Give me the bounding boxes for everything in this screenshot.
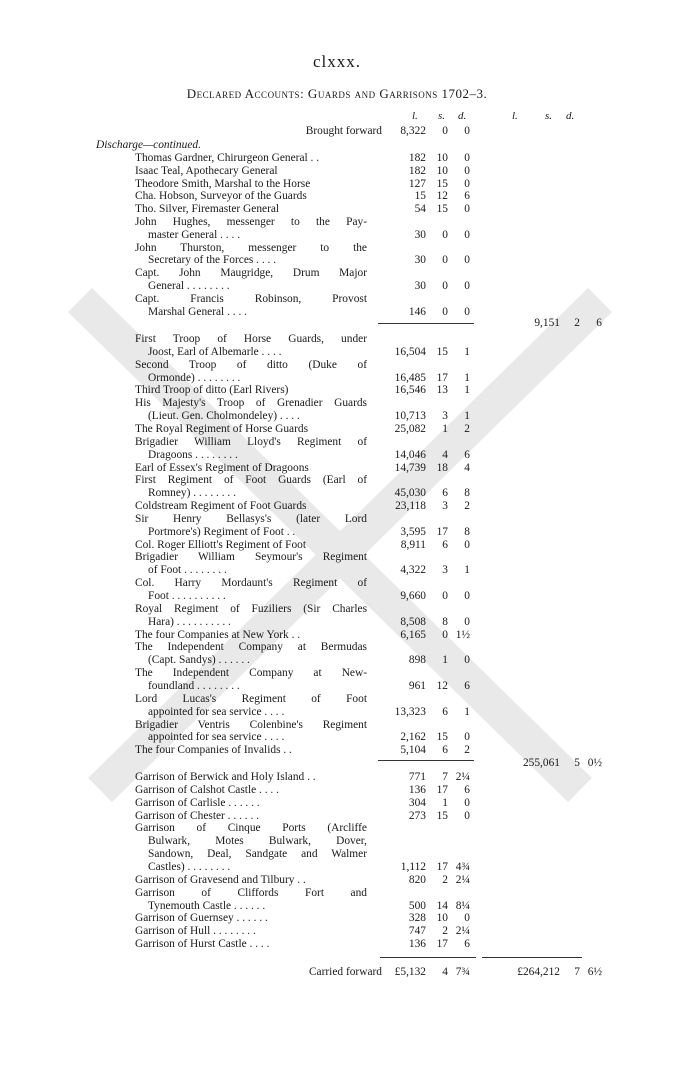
entry-l: 8,508 <box>400 615 426 628</box>
entry-label: Romney) . . . . . . . . <box>148 487 236 500</box>
entry-l: 16,504 <box>394 345 426 358</box>
entry-l: 182 <box>408 164 426 177</box>
entry-d: 0 <box>464 203 470 216</box>
regiments-row <box>0 551 674 564</box>
entry-s: 1 <box>442 422 448 435</box>
entry-d: 1 <box>464 384 470 397</box>
entry-l: 304 <box>408 796 426 809</box>
officers-total-row: 9,151 2 6 <box>534 317 602 329</box>
entry-label: Garrison of Carlisle . . . . . . <box>135 796 260 809</box>
entry-d: 6 <box>464 783 470 796</box>
entry-l: 14,046 <box>394 448 426 461</box>
entry-l: 136 <box>408 938 426 951</box>
entry-d: 6 <box>464 448 470 461</box>
entry-label: John Hughes, messenger to the Pay- <box>135 216 367 228</box>
entry-s: 10 <box>436 152 448 164</box>
entry-d: 4¾ <box>455 860 470 873</box>
regiments-row <box>0 474 674 487</box>
entry-label: Garrison of Hurst Castle . . . . <box>135 938 270 951</box>
garrisons-row <box>0 810 674 823</box>
entry-s: 15 <box>436 177 448 190</box>
total-rule <box>482 957 582 958</box>
regiments-row <box>0 641 674 654</box>
entry-d: 0 <box>464 228 470 241</box>
entry-s: 6 <box>442 538 448 551</box>
entry-label: John Thurston, messenger to the <box>135 241 367 254</box>
entry-s: 15 <box>436 809 448 822</box>
entry-d: 0 <box>464 590 470 602</box>
regiments-row <box>0 333 674 346</box>
entry-label: Tho. Silver, Firemaster General <box>135 203 280 216</box>
entry-label: Coldstream Regiment of Foot Guards <box>135 500 307 513</box>
entry-label: Garrison of Cliffords Fort and <box>135 886 367 899</box>
entry-l: 182 <box>408 152 426 164</box>
entry-s: 0 <box>442 590 448 602</box>
regiments-row <box>0 603 674 616</box>
entry-d: 0 <box>464 280 470 292</box>
officers-row <box>0 165 674 178</box>
entry-s: 0 <box>442 305 448 318</box>
entry-l: 5,104 <box>400 744 426 757</box>
entry-d: 0 <box>464 305 470 318</box>
entry-d: 2¼ <box>455 771 470 783</box>
entry-l: 961 <box>408 679 426 692</box>
entry-label: Col. Roger Elliott's Regiment of Foot <box>135 538 307 551</box>
entry-l: 13,323 <box>394 705 426 718</box>
entry-s: 6 <box>442 744 448 757</box>
entry-l: 898 <box>408 654 426 667</box>
entry-label: Hara) . . . . . . . . . . <box>148 615 231 628</box>
entry-l: 30 <box>414 228 426 241</box>
entry-s: 12 <box>436 679 448 692</box>
entry-s: 0 <box>442 254 448 267</box>
entry-s: 17 <box>436 938 448 951</box>
entry-label: Capt. John Maugridge, Drum Major <box>135 267 367 280</box>
officers-row <box>0 190 674 203</box>
regiments-row <box>0 680 674 693</box>
regiments-row <box>0 539 674 552</box>
entry-l: 10,713 <box>394 410 426 423</box>
entry-d: 2¼ <box>455 873 470 886</box>
entry-d: 8 <box>464 487 470 500</box>
entry-label: Secretary of the Forces . . . . <box>148 254 277 267</box>
entry-label: appointed for sea service . . . . <box>148 705 285 718</box>
regiments-row <box>0 410 674 423</box>
page-title: Declared Accounts: Guards and Garrisons 1702–3. <box>186 86 488 101</box>
regiments-row <box>0 500 674 513</box>
entry-label: Third Troop of ditto (Earl Rivers) <box>135 384 289 397</box>
entry-label: His Majesty's Troop of Grenadier Guards <box>135 397 367 410</box>
entry-s: 6 <box>442 705 448 718</box>
entry-d: 2¼ <box>455 925 470 938</box>
garrisons-row <box>0 822 674 835</box>
entry-s: 12 <box>436 190 448 203</box>
entry-d: 6 <box>464 938 470 951</box>
entry-l: 3,595 <box>400 525 426 538</box>
entry-d: 8¼ <box>455 899 470 912</box>
entry-d: 1½ <box>455 628 470 641</box>
entry-d: 1 <box>464 371 470 384</box>
officers-row <box>0 280 674 293</box>
regiments-row <box>0 487 674 500</box>
entry-d: 0 <box>464 254 470 267</box>
regiments-row <box>0 577 674 590</box>
entry-d: 0 <box>464 654 470 667</box>
entry-l: 23,118 <box>395 500 426 513</box>
entry-label: Theodore Smith, Marshal to the Horse <box>135 177 311 190</box>
regiments-row <box>0 616 674 629</box>
entry-s: 17 <box>436 860 448 873</box>
garrisons-row <box>0 797 674 810</box>
entry-label: master General . . . . <box>148 228 241 241</box>
entry-l: 2,162 <box>400 731 426 744</box>
officers-row <box>0 203 674 216</box>
entry-d: 6 <box>464 679 470 692</box>
entry-label: (Capt. Sandys) . . . . . . <box>148 654 250 667</box>
garrisons-row <box>0 874 674 887</box>
entry-s: 17 <box>436 783 448 796</box>
entry-l: 127 <box>408 177 426 190</box>
entry-label: Garrison of Calshot Castle . . . . <box>135 783 279 796</box>
officers-row <box>0 242 674 255</box>
regiments-row <box>0 629 674 642</box>
entry-label: Tynemouth Castle . . . . . . <box>148 899 266 912</box>
entry-d: 0 <box>464 731 470 744</box>
entry-s: 15 <box>436 731 448 744</box>
regiments-row <box>0 346 674 359</box>
entry-l: 25,082 <box>394 422 426 435</box>
col-head-l1: l. <box>412 110 418 122</box>
garrisons-row <box>0 784 674 797</box>
entry-s: 0 <box>442 228 448 241</box>
regiments-row <box>0 706 674 719</box>
entry-label: Thomas Gardner, Chirurgeon General . . <box>135 152 320 164</box>
entry-l: 8,911 <box>400 538 426 551</box>
entry-d: 0 <box>464 152 470 164</box>
total-rule <box>380 957 476 958</box>
col-head-d1: d. <box>458 110 467 122</box>
entry-l: 1,112 <box>400 860 426 873</box>
entry-label: foundland . . . . . . . . <box>148 679 240 692</box>
entry-l: 328 <box>408 912 426 925</box>
regiments-row <box>0 423 674 436</box>
entry-label: (Lieut. Gen. Cholmondeley) . . . . <box>148 410 300 423</box>
officers-row <box>0 178 674 191</box>
entry-l: 747 <box>408 925 426 938</box>
garrisons-row <box>0 900 674 913</box>
entry-s: 1 <box>442 654 448 667</box>
carried-forward-row: Carried forward £5,132 4 7¾ £264,212 7 6½ <box>308 966 602 978</box>
entry-l: 30 <box>414 280 426 292</box>
entry-s: 0 <box>442 628 448 641</box>
regiments-row <box>0 526 674 539</box>
entry-label: Sir Henry Bellasys's (later Lord <box>135 512 367 525</box>
entry-s: 4 <box>442 448 448 461</box>
regiments-row <box>0 719 674 732</box>
entry-d: 0 <box>464 809 470 822</box>
entry-s: 3 <box>442 500 448 513</box>
entry-label: Marshal General . . . . <box>148 305 248 318</box>
entry-l: 45,030 <box>394 487 426 500</box>
entry-label: Col. Harry Mordaunt's Regiment of <box>135 577 367 590</box>
entry-label: General . . . . . . . . <box>148 280 230 292</box>
entry-s: 15 <box>436 203 448 216</box>
entry-l: 146 <box>408 305 426 318</box>
entry-l: 30 <box>414 254 426 267</box>
entry-l: 16,485 <box>394 371 426 384</box>
regiments-row <box>0 693 674 706</box>
entry-d: 1 <box>464 564 470 577</box>
garrisons-row <box>0 771 674 784</box>
regiments-row <box>0 513 674 526</box>
entry-label: Capt. Francis Robinson, Provost <box>135 292 367 305</box>
entry-label: Castles) . . . . . . . . <box>148 860 231 873</box>
officers-row <box>0 152 674 165</box>
entry-d: 0 <box>464 615 470 628</box>
regiments-row <box>0 564 674 577</box>
officers-row <box>0 293 674 306</box>
entry-d: 2 <box>464 500 470 513</box>
regiments-row <box>0 462 674 475</box>
entry-d: 0 <box>464 177 470 190</box>
entry-d: 1 <box>464 345 470 358</box>
entry-label: Lord Lucas's Regiment of Foot <box>135 692 367 705</box>
entry-s: 0 <box>442 280 448 292</box>
regiments-row <box>0 372 674 385</box>
entry-label: appointed for sea service . . . . <box>148 731 285 744</box>
entry-label: Garrison of Hull . . . . . . . . <box>135 925 256 938</box>
entry-s: 10 <box>436 912 448 925</box>
entry-label: Garrison of Berwick and Holy Island . . <box>135 771 316 783</box>
brought-forward-row: Brought forward 8,322 0 0 <box>305 125 470 137</box>
col-head-s2: s. <box>545 110 553 122</box>
entry-l: 6,165 <box>400 628 426 641</box>
entry-label: First Troop of Horse Guards, under <box>135 333 367 345</box>
entry-label: Joost, Earl of Albemarle . . . . <box>148 345 282 358</box>
page-number: clxxx. <box>312 52 362 71</box>
entry-d: 1 <box>464 410 470 423</box>
regiments-row <box>0 397 674 410</box>
entry-s: 2 <box>442 925 448 938</box>
entry-label: Second Troop of ditto (Duke of <box>135 358 367 371</box>
category-heading: Discharge—continued. <box>96 139 201 151</box>
col-head-d2: d. <box>566 110 575 122</box>
entry-s: 18 <box>436 461 448 474</box>
entry-s: 3 <box>442 410 448 423</box>
entry-label: The four Companies of Invalids . . <box>135 744 292 757</box>
entry-l: 136 <box>408 783 426 796</box>
garrisons-row <box>0 835 674 848</box>
entry-d: 8 <box>464 525 470 538</box>
entry-s: 13 <box>436 384 448 397</box>
entry-l: 9,660 <box>400 590 426 602</box>
entry-d: 0 <box>464 912 470 925</box>
entry-label: The Royal Regiment of Horse Guards <box>135 422 309 435</box>
garrisons-row <box>0 938 674 951</box>
regiments-row <box>0 449 674 462</box>
entry-d: 6 <box>464 190 470 203</box>
regiments-row <box>0 731 674 744</box>
entry-label: Brigadier William Lloyd's Regiment of <box>135 435 367 448</box>
entry-label: Bulwark, Motes Bulwark, Dover, <box>148 835 367 848</box>
entry-s: 8 <box>442 615 448 628</box>
entry-d: 2 <box>464 422 470 435</box>
entry-d: 0 <box>464 538 470 551</box>
entry-s: 2 <box>442 873 448 886</box>
entry-label: Garrison of Chester . . . . . . <box>135 809 260 822</box>
entry-label: Ormonde) . . . . . . . . <box>148 371 241 384</box>
officers-row <box>0 216 674 229</box>
entry-label: Royal Regiment of Fuziliers (Sir Charles <box>135 602 367 615</box>
entry-l: 500 <box>408 899 426 912</box>
garrisons-row <box>0 925 674 938</box>
entry-label: The four Companies at New York . . <box>135 628 301 641</box>
entry-label: Garrison of Cinque Ports (Arcliffe <box>135 822 367 835</box>
entry-l: 4,322 <box>400 564 426 577</box>
regiments-row <box>0 667 674 680</box>
entry-label: Earl of Essex's Regiment of Dragoons <box>135 461 309 474</box>
garrisons-row <box>0 861 674 874</box>
officers-row <box>0 229 674 242</box>
entry-label: Brigadier Ventris Colenbine's Regiment <box>135 718 367 731</box>
entry-s: 14 <box>436 899 448 912</box>
officers-row <box>0 267 674 280</box>
entry-label: Cha. Hobson, Surveyor of the Guards <box>135 190 307 203</box>
col-head-l2: l. <box>512 110 518 122</box>
entry-s: 6 <box>442 487 448 500</box>
officers-row <box>0 254 674 267</box>
entry-s: 10 <box>436 164 448 177</box>
entry-label: Garrison of Guernsey . . . . . . <box>135 912 268 925</box>
regiments-row <box>0 654 674 667</box>
regiments-row <box>0 590 674 603</box>
entry-s: 15 <box>436 345 448 358</box>
entry-label: Foot . . . . . . . . . . <box>148 590 226 602</box>
regiments-row <box>0 436 674 449</box>
entry-l: 273 <box>408 809 426 822</box>
entry-label: Dragoons . . . . . . . . <box>148 448 238 461</box>
entry-label: Sandown, Deal, Sandgate and Walmer <box>148 848 367 861</box>
entry-label: Portmore's) Regiment of Foot . . <box>148 525 296 538</box>
regiments-row <box>0 384 674 397</box>
entry-s: 17 <box>436 525 448 538</box>
entry-label: of Foot . . . . . . . . <box>148 564 227 577</box>
col-head-s1: s. <box>438 110 446 122</box>
entry-s: 17 <box>436 371 448 384</box>
regiments-row <box>0 744 674 757</box>
entry-d: 1 <box>464 705 470 718</box>
entry-label: Brigadier William Seymour's Regiment <box>135 551 367 564</box>
entry-label: The Independent Company at Bermudas <box>135 641 367 654</box>
entry-l: 771 <box>408 771 426 783</box>
entry-d: 0 <box>464 796 470 809</box>
entry-d: 4 <box>464 461 470 474</box>
entry-l: 16,546 <box>394 384 426 397</box>
entry-label: Isaac Teal, Apothecary General <box>135 164 278 177</box>
entry-d: 0 <box>464 164 470 177</box>
garrisons-row <box>0 912 674 925</box>
garrisons-row <box>0 887 674 900</box>
entry-label: First Regiment of Foot Guards (Earl of <box>135 474 367 487</box>
garrisons-row <box>0 848 674 861</box>
entry-s: 3 <box>442 564 448 577</box>
entry-l: 54 <box>414 203 426 216</box>
entry-l: 15 <box>414 190 426 203</box>
entry-s: 7 <box>442 771 448 783</box>
regiments-total-row: 255,061 5 0½ <box>522 757 602 769</box>
regiments-row <box>0 359 674 372</box>
entry-label: Garrison of Gravesend and Tilbury . . <box>135 873 306 886</box>
entry-l: 820 <box>408 873 426 886</box>
entry-s: 1 <box>442 796 448 809</box>
entry-d: 2 <box>464 744 470 757</box>
entry-l: 14,739 <box>394 461 426 474</box>
entry-label: The Independent Company at New- <box>135 667 367 680</box>
